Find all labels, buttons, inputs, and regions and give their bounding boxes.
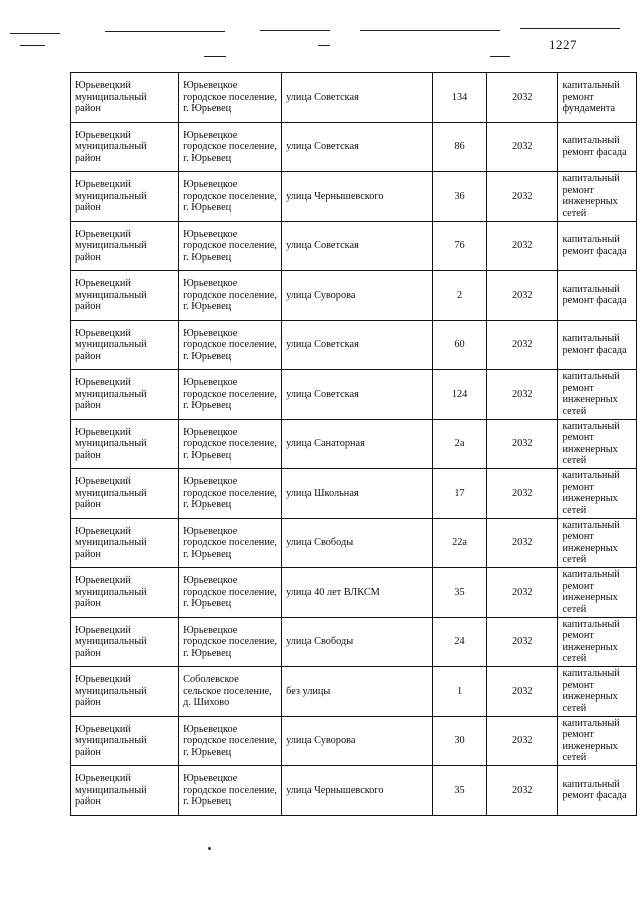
scan-artifact-line (105, 31, 225, 32)
work-type-cell: капитальный ремонт фундамента (558, 73, 637, 123)
work-type-cell: капитальный ремонт инженерных сетей (558, 469, 637, 519)
scan-artifact-dot (208, 847, 211, 850)
scan-artifact-line (204, 56, 226, 57)
table-body (71, 73, 637, 816)
settlement-cell: Юрьевецкое городское поселение, г. Юрьевец (179, 518, 282, 568)
settlement-cell: Соболевское сельское поселение, д. Шихово (179, 667, 282, 717)
settlement-cell: Юрьевецкое городское поселение, г. Юрьевец (179, 221, 282, 271)
work-type-cell: капитальный ремонт инженерных сетей (558, 370, 637, 420)
work-type-cell: капитальный ремонт фасада (558, 122, 637, 172)
work-type-cell: капитальный ремонт фасада (558, 221, 637, 271)
house-number-cell: 76 (433, 221, 487, 271)
table-row (71, 370, 637, 420)
house-number-cell: 2а (433, 419, 487, 469)
table-row (71, 419, 637, 469)
settlement-cell: Юрьевецкое городское поселение, г. Юрьевец (179, 73, 282, 123)
year-cell: 2032 (487, 469, 558, 519)
settlement-cell: Юрьевецкое городское поселение, г. Юрьевец (179, 122, 282, 172)
scan-artifact-line (490, 56, 510, 57)
settlement-cell: Юрьевецкое городское поселение, г. Юрьевец (179, 172, 282, 222)
year-cell: 2032 (487, 766, 558, 816)
district-cell: Юрьевецкий муниципальный район (71, 172, 179, 222)
street-cell: улица Советская (282, 370, 433, 420)
street-cell: улица Суворова (282, 716, 433, 766)
page-number: 1227 (549, 37, 577, 52)
table-row (71, 617, 637, 667)
table-row (71, 73, 637, 123)
table-row (71, 122, 637, 172)
year-cell: 2032 (487, 271, 558, 321)
scan-artifact-line (20, 45, 45, 46)
year-cell: 2032 (487, 122, 558, 172)
street-cell: улица Советская (282, 73, 433, 123)
work-type-cell: капитальный ремонт инженерных сетей (558, 617, 637, 667)
settlement-cell: Юрьевецкое городское поселение, г. Юрьевец (179, 271, 282, 321)
table-row (71, 518, 637, 568)
year-cell: 2032 (487, 716, 558, 766)
table-row (71, 667, 637, 717)
street-cell: улица Свободы (282, 518, 433, 568)
settlement-cell: Юрьевецкое городское поселение, г. Юрьевец (179, 716, 282, 766)
house-number-cell: 36 (433, 172, 487, 222)
district-cell: Юрьевецкий муниципальный район (71, 320, 179, 370)
work-type-cell: капитальный ремонт фасада (558, 766, 637, 816)
year-cell: 2032 (487, 568, 558, 618)
settlement-cell: Юрьевецкое городское поселение, г. Юрьевец (179, 766, 282, 816)
district-cell: Юрьевецкий муниципальный район (71, 568, 179, 618)
street-cell: улица Советская (282, 122, 433, 172)
district-cell: Юрьевецкий муниципальный район (71, 122, 179, 172)
house-number-cell: 60 (433, 320, 487, 370)
work-type-cell: капитальный ремонт фасада (558, 271, 637, 321)
settlement-cell: Юрьевецкое городское поселение, г. Юрьевец (179, 568, 282, 618)
housing-repair-table (70, 72, 637, 816)
district-cell: Юрьевецкий муниципальный район (71, 419, 179, 469)
table-row (71, 469, 637, 519)
table-row (71, 716, 637, 766)
year-cell: 2032 (487, 518, 558, 568)
work-type-cell: капитальный ремонт инженерных сетей (558, 716, 637, 766)
table-row (71, 271, 637, 321)
district-cell: Юрьевецкий муниципальный район (71, 667, 179, 717)
table-row (71, 766, 637, 816)
house-number-cell: 134 (433, 73, 487, 123)
table-row (71, 320, 637, 370)
work-type-cell: капитальный ремонт инженерных сетей (558, 568, 637, 618)
year-cell: 2032 (487, 172, 558, 222)
street-cell: улица Советская (282, 221, 433, 271)
year-cell: 2032 (487, 419, 558, 469)
year-cell: 2032 (487, 370, 558, 420)
street-cell: улица Суворова (282, 271, 433, 321)
work-type-cell: капитальный ремонт инженерных сетей (558, 172, 637, 222)
settlement-cell: Юрьевецкое городское поселение, г. Юрьевец (179, 617, 282, 667)
house-number-cell: 86 (433, 122, 487, 172)
street-cell: улица Чернышевского (282, 172, 433, 222)
district-cell: Юрьевецкий муниципальный район (71, 271, 179, 321)
work-type-cell: капитальный ремонт инженерных сетей (558, 518, 637, 568)
street-cell: улица Советская (282, 320, 433, 370)
street-cell: без улицы (282, 667, 433, 717)
work-type-cell: капитальный ремонт инженерных сетей (558, 419, 637, 469)
table-row (71, 172, 637, 222)
table-row (71, 221, 637, 271)
house-number-cell: 30 (433, 716, 487, 766)
year-cell: 2032 (487, 221, 558, 271)
street-cell: улица Свободы (282, 617, 433, 667)
district-cell: Юрьевецкий муниципальный район (71, 221, 179, 271)
house-number-cell: 35 (433, 766, 487, 816)
district-cell: Юрьевецкий муниципальный район (71, 469, 179, 519)
scan-artifact-line (318, 45, 330, 46)
district-cell: Юрьевецкий муниципальный район (71, 518, 179, 568)
street-cell: улица Школьная (282, 469, 433, 519)
house-number-cell: 124 (433, 370, 487, 420)
street-cell: улица Санаторная (282, 419, 433, 469)
scan-artifact-line (520, 28, 620, 29)
house-number-cell: 22а (433, 518, 487, 568)
district-cell: Юрьевецкий муниципальный район (71, 766, 179, 816)
house-number-cell: 35 (433, 568, 487, 618)
scan-artifact-line (360, 30, 500, 31)
district-cell: Юрьевецкий муниципальный район (71, 73, 179, 123)
district-cell: Юрьевецкий муниципальный район (71, 617, 179, 667)
settlement-cell: Юрьевецкое городское поселение, г. Юрьевец (179, 370, 282, 420)
table-row (71, 568, 637, 618)
scan-artifact-line (260, 30, 330, 31)
district-cell: Юрьевецкий муниципальный район (71, 716, 179, 766)
work-type-cell: капитальный ремонт фасада (558, 320, 637, 370)
house-number-cell: 17 (433, 469, 487, 519)
settlement-cell: Юрьевецкое городское поселение, г. Юрьевец (179, 419, 282, 469)
year-cell: 2032 (487, 320, 558, 370)
scan-artifact-line (10, 33, 60, 34)
house-number-cell: 1 (433, 667, 487, 717)
work-type-cell: капитальный ремонт инженерных сетей (558, 667, 637, 717)
street-cell: улица Чернышевского (282, 766, 433, 816)
house-number-cell: 24 (433, 617, 487, 667)
settlement-cell: Юрьевецкое городское поселение, г. Юрьевец (179, 320, 282, 370)
settlement-cell: Юрьевецкое городское поселение, г. Юрьевец (179, 469, 282, 519)
year-cell: 2032 (487, 73, 558, 123)
street-cell: улица 40 лет ВЛКСМ (282, 568, 433, 618)
house-number-cell: 2 (433, 271, 487, 321)
year-cell: 2032 (487, 617, 558, 667)
year-cell: 2032 (487, 667, 558, 717)
district-cell: Юрьевецкий муниципальный район (71, 370, 179, 420)
